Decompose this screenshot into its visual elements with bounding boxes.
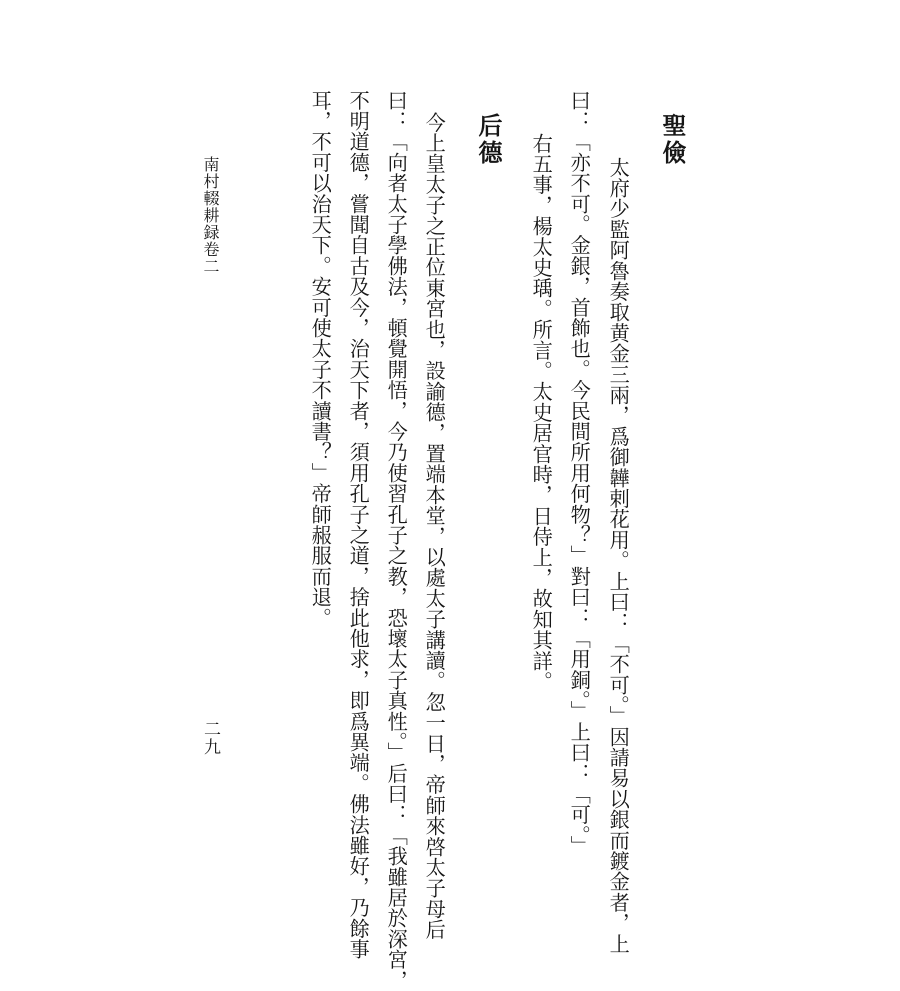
text-column: 右五事，楊太史瑀。所言。太史居官時，日侍上，故知其詳。 — [529, 133, 554, 692]
section-heading-hou-de: 后德 — [474, 113, 502, 167]
page-number: 二九 — [200, 720, 220, 756]
text-column: 耳，不可以治天下。安可使太子不讀書？」帝師赧服而退。 — [308, 90, 333, 629]
text-column: 曰：「向者太子學佛法，頓覺開悟，今乃使習孔子之教，恐壞太子真性。」后曰：「我雖居於深宮， — [384, 90, 409, 991]
text-column: 太府少監阿魯奏取黄金三兩，爲御韡剌花用。上曰：「不可。」因請易以銀而鍍金者，上 — [606, 157, 631, 955]
section-heading-sheng-jian: 聖儉 — [658, 113, 686, 167]
text-column: 今上皇太子之正位東宮也，設諭德，置端本堂，以處太子講讀。忽一日，帝師來啓太子母后 — [422, 112, 447, 940]
text-column: 不明道德，嘗聞自古及今，治天下者，須用孔子之道，捨此他求，即爲異端。佛法雖好，乃餘事 — [346, 90, 371, 960]
running-head: 南村輟耕録卷二 — [201, 156, 220, 275]
text-column: 曰：「亦不可。金銀，首飾也。今民間所用何物？」對曰：「用銅。」上曰：「可。」 — [567, 90, 592, 857]
